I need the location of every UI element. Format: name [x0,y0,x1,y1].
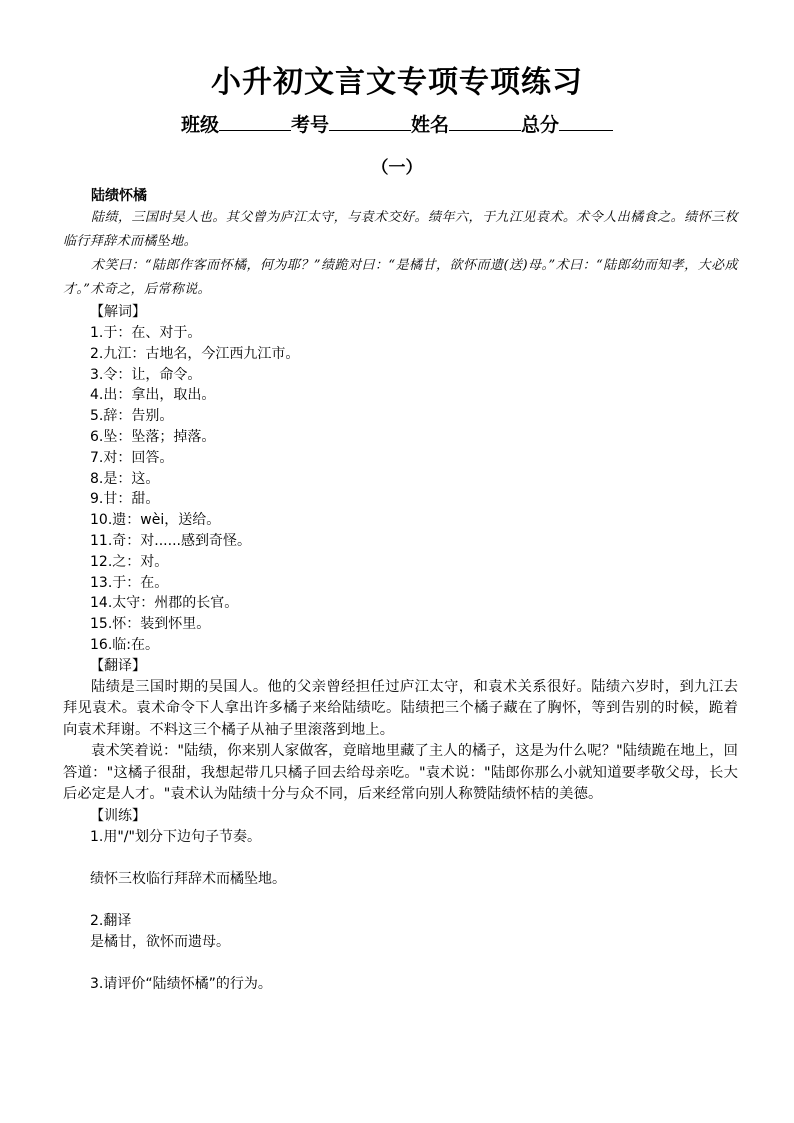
name-blank [449,112,521,131]
class-blank [219,112,291,131]
answer-space [63,953,738,974]
section-number: （一） [371,158,423,178]
vocabulary-item: 3.令：让，命令。 [90,366,202,383]
question-1-sentence: 绩怀三枚临行拜辞术而橘坠地。 [90,870,286,887]
exam-no-label: 考号 [290,114,329,136]
vocabulary-heading: 【解词】 [90,304,146,320]
question-3: 3.请评价“陆绩怀橘”的行为。 [90,975,272,992]
student-info-line [0,110,794,137]
page-title: 小升初文言文专项专项练习 [211,65,583,100]
exercise-heading: 【训练】 [90,807,146,824]
vocabulary-item: 10.遗：wèi，送给。 [90,512,221,529]
translation-heading: 【翻译】 [90,657,146,674]
score-blank [559,112,613,131]
vocabulary-item: 14.太守：州郡的长官。 [90,595,239,612]
vocabulary-item: 8.是：这。 [90,470,160,487]
passage-paragraph: 术笑曰：“陆郎作客而怀橘，何为耶？”绩跪对曰：“是橘甘，欲怀而遗(送)母。”术曰：“陆郎幼而知孝，大必成才。”术奇之，后常称说。 [63,258,738,297]
vocabulary-item: 11.奇：对......感到奇怪。 [90,532,251,549]
document-body [63,186,738,995]
exam-no-blank [329,112,411,131]
vocabulary-item: 13.于：在。 [90,574,169,591]
vocabulary-list [63,323,738,656]
vocabulary-item: 16.临:在。 [90,636,159,653]
vocabulary-item: 2.九江：古地名，今江西九江市。 [90,345,300,362]
vocabulary-item: 5.辞：告别。 [90,408,174,425]
answer-space [63,848,738,869]
classical-passage [63,206,738,302]
exercise-section [63,827,738,995]
vocabulary-item: 12.之：对。 [90,553,169,570]
question-2-sentence: 是橘甘，欲怀而遗母。 [90,933,230,950]
vocabulary-item: 7.对：回答。 [90,449,174,466]
vocabulary-item: 6.坠：坠落；掉落。 [90,428,216,445]
class-label: 班级 [180,114,219,136]
vocabulary-item: 9.甘：甜。 [90,491,160,508]
passage-title: 陆绩怀橘 [91,188,147,204]
answer-space [63,890,738,911]
translation-text [63,677,738,806]
study-notes [63,302,738,995]
translation-paragraph: 陆绩是三国时期的吴国人。他的父亲曾经担任过庐江太守，和袁术关系很好。陆绩六岁时，到九江去拜见袁术。袁术命令下人拿出许多橘子来给陆绩吃。陆绩把三个橘子藏在了胸怀，等到告别的时候，跪着向袁术拜谢。不料这三个橘子从袖子里滚落到地上。 [63,678,738,738]
vocabulary-item: 4.出：拿出，取出。 [90,387,216,404]
score-label: 总分 [521,114,560,136]
name-label: 姓名 [411,114,450,136]
question-1: 1.用"/"划分下边句子节奏。 [90,828,261,845]
passage-paragraph: 陆绩，三国时吴人也。其父曾为庐江太守，与袁术交好。绩年六，于九江见袁术。术令人出橘食之。绩怀三枚临行拜辞术而橘坠地。 [63,210,738,249]
vocabulary-item: 1.于：在、对于。 [90,325,202,341]
vocabulary-item: 15.怀：装到怀里。 [90,616,211,633]
translation-paragraph: 袁术笑着说："陆绩，你来别人家做客，竟暗地里藏了主人的橘子，这是为什么呢？"陆绩跪在地上，回答道："这橘子很甜，我想起带几只橘子回去给母亲吃。"袁术说："陆郎你那么小就知道要孝敬父母，长大后必定是人才。"袁术认为陆绩十分与众不同，后来经常向别人称赞陆绩怀桔的美德。 [63,743,738,803]
question-2: 2.翻译 [90,912,132,929]
